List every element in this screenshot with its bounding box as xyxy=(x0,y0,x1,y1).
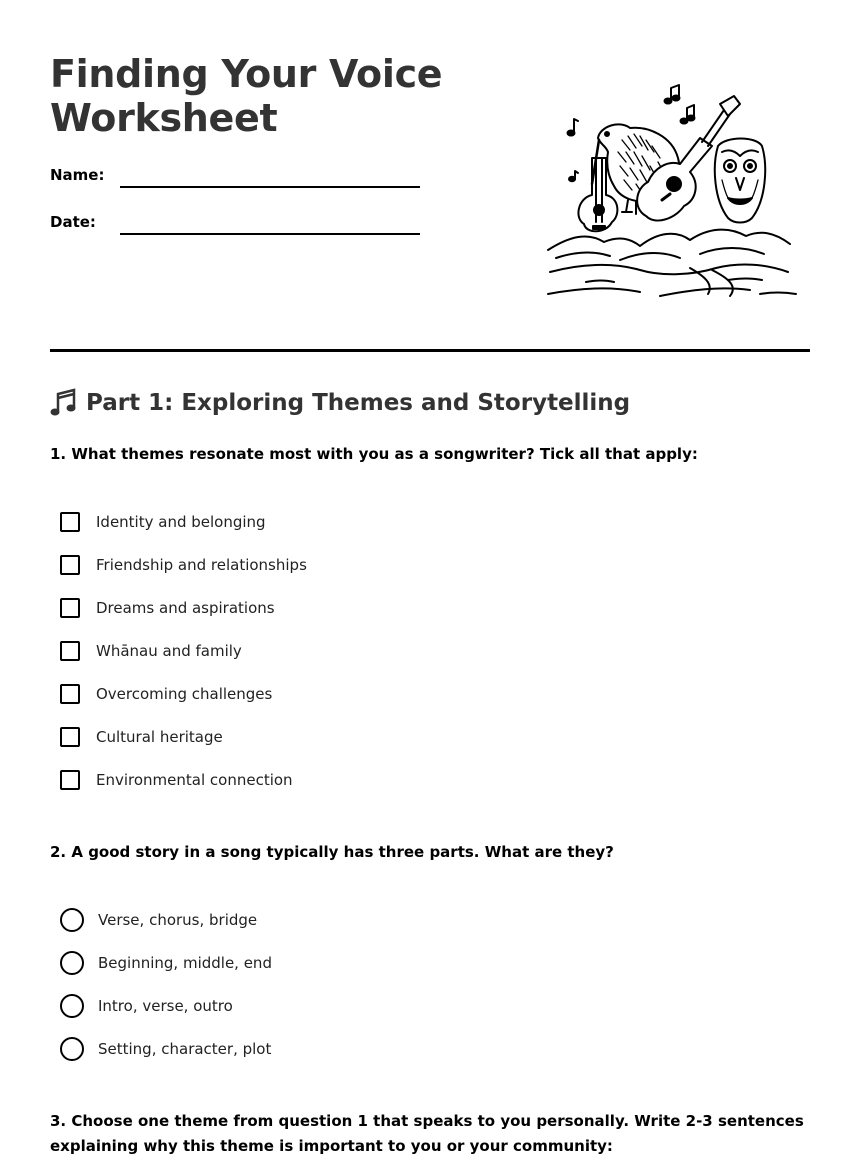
title-line-1: Finding Your Voice xyxy=(50,52,443,96)
question-3: 3. Choose one theme from question 1 that speaks to you personally. Write 2-3 sentences explaining why this theme is important to you or your community: xyxy=(50,1112,804,1155)
checkbox[interactable] xyxy=(60,727,80,747)
option-label: Identity and belonging xyxy=(96,513,266,531)
worksheet-title xyxy=(50,52,442,140)
music-note-icon xyxy=(50,388,78,418)
option-label: Dreams and aspirations xyxy=(96,599,275,617)
radio-option[interactable] xyxy=(60,1036,271,1062)
option-label: Setting, character, plot xyxy=(98,1040,272,1058)
checkbox[interactable] xyxy=(60,598,80,618)
checkbox[interactable] xyxy=(60,770,80,790)
option-label: Beginning, middle, end xyxy=(98,954,272,972)
radio-button[interactable] xyxy=(60,1037,84,1061)
checkbox-option[interactable] xyxy=(60,724,223,750)
option-label: Whānau and family xyxy=(96,642,242,660)
name-field[interactable] xyxy=(120,186,420,188)
option-label: Environmental connection xyxy=(96,771,293,789)
option-label: Overcoming challenges xyxy=(96,685,273,703)
section-divider xyxy=(50,349,810,352)
part1-heading xyxy=(50,388,630,418)
checkbox-option[interactable] xyxy=(60,552,307,578)
date-label: Date: xyxy=(50,213,96,231)
kiwi-guitar-tiki-illustration xyxy=(540,82,805,307)
radio-option[interactable] xyxy=(60,993,233,1019)
tiki-mask xyxy=(715,139,765,223)
option-label: Friendship and relationships xyxy=(96,556,307,574)
date-field[interactable] xyxy=(120,233,420,235)
radio-option[interactable] xyxy=(60,907,257,933)
checkbox-option[interactable] xyxy=(60,509,266,535)
radio-option[interactable] xyxy=(60,950,272,976)
option-label: Verse, chorus, bridge xyxy=(98,911,258,929)
hills-landscape xyxy=(548,230,796,296)
part1-heading-text: Part 1: Exploring Themes and Storytelling xyxy=(86,390,631,416)
option-label: Intro, verse, outro xyxy=(98,997,233,1015)
checkbox-option[interactable] xyxy=(60,681,272,707)
checkbox[interactable] xyxy=(60,555,80,575)
radio-button[interactable] xyxy=(60,994,84,1018)
checkbox-option[interactable] xyxy=(60,638,242,664)
radio-button[interactable] xyxy=(60,908,84,932)
checkbox-option[interactable] xyxy=(60,767,293,793)
checkbox[interactable] xyxy=(60,641,80,661)
option-label: Cultural heritage xyxy=(96,728,223,746)
name-label: Name: xyxy=(50,166,105,184)
checkbox[interactable] xyxy=(60,512,80,532)
radio-button[interactable] xyxy=(60,951,84,975)
checkbox[interactable] xyxy=(60,684,80,704)
question-2: 2. A good story in a song typically has three parts. What are they? xyxy=(50,843,614,861)
title-line-2: Worksheet xyxy=(50,96,278,140)
question-1: 1. What themes resonate most with you as a songwriter? Tick all that apply: xyxy=(50,445,698,463)
checkbox-option[interactable] xyxy=(60,595,275,621)
